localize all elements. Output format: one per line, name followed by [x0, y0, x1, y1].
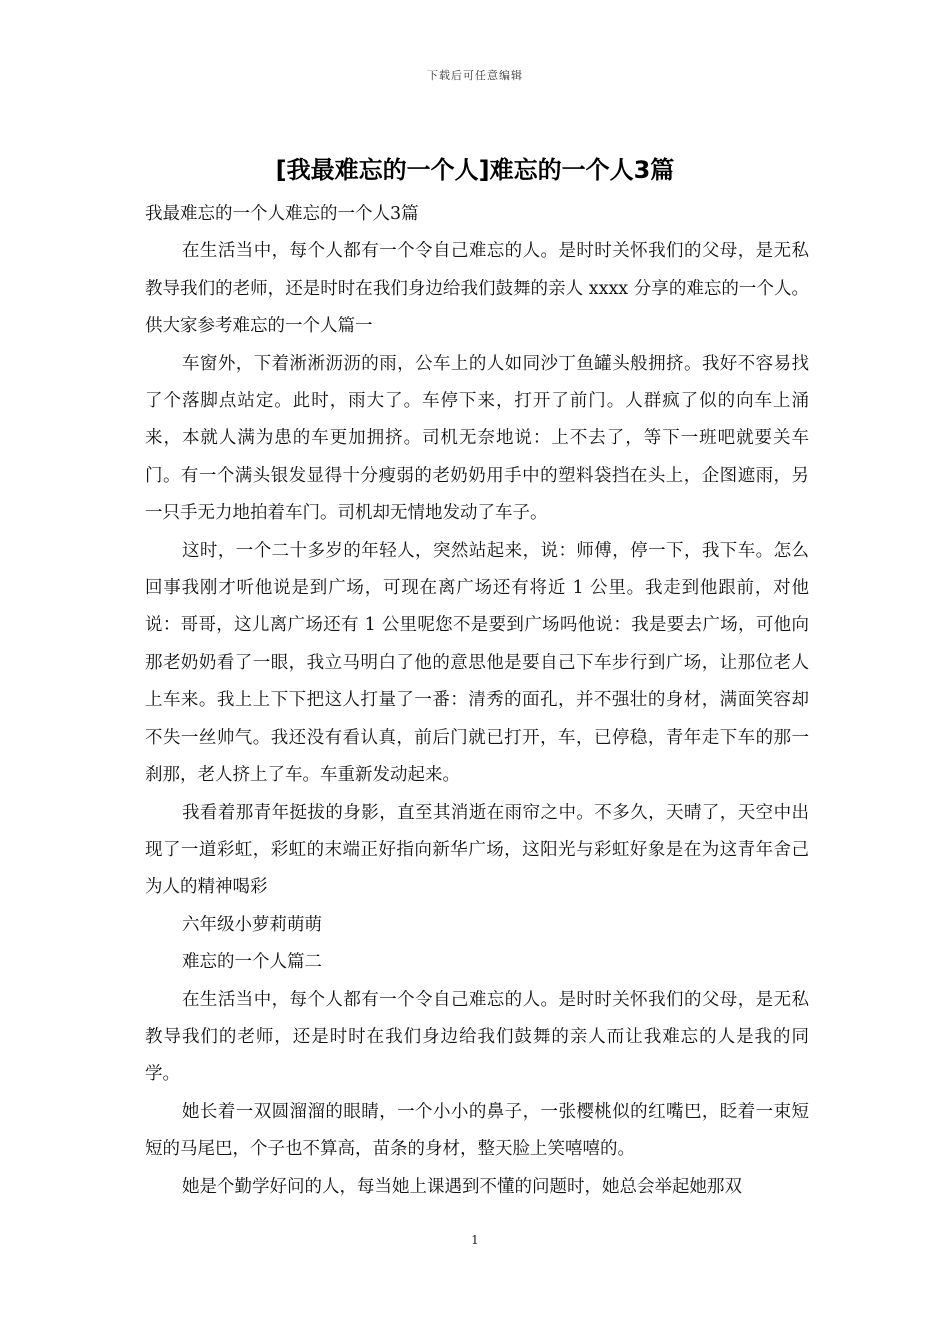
paragraph: 我看着那青年挺拔的身影，直至其消逝在雨帘之中。不多久，天晴了，天空中出现了一道彩虹，彩虹的末端正好指向新华广场，这阳光与彩虹好象是在为这青年舍己为人的精神喝彩: [145, 802, 809, 898]
section-heading: 难忘的一个人篇二: [182, 952, 322, 973]
paragraph: 在生活当中，每个人都有一个令自己难忘的人。是时时关怀我们的父母，是无私教导我们的老师，还是时时在我们身边给我们鼓舞的亲人而让我难忘的人是我的同学。: [145, 989, 809, 1085]
author-line: 六年级小萝莉萌萌: [182, 914, 322, 935]
paragraph: 她长着一双圆溜溜的眼睛，一个小小的鼻子，一张樱桃似的红嘴巴，眨着一束短短的马尾巴，个子也不算高，苗条的身材，整天脸上笑嘻嘻的。: [145, 1101, 809, 1160]
paragraph: 这时，一个二十多岁的年轻人，突然站起来，说：师傅，停一下，我下车。怎么回事我刚才听他说是到广场，可现在离广场还有将近 1 公里。我走到他跟前，对他说：哥哥，这儿离广场还有 1 公里呢您不是要到广场吗他说：我是要去广场，可他向那老奶奶看了一眼，我立马明白了他的意思他是要自己下车步行到广场，让那位老人上车来。我上上下下把这人打量了一番：清秀的面孔，并不强壮的身材，满面笑容却不失一丝帅气。我还没有看认真，前后门就已打开，车，已停稳，青年走下车的那一刹那，老人挤上了车。车重新发动起来。: [145, 540, 809, 786]
header-note: 下载后可任意编辑: [427, 69, 523, 82]
document-title: [我最难忘的一个人]难忘的一个人3篇: [275, 156, 675, 184]
document-body: [145, 196, 809, 1206]
paragraph: 车窗外，下着淅淅沥沥的雨，公车上的人如同沙丁鱼罐头般拥挤。我好不容易找了个落脚点站定。此时，雨大了。车停下来，打开了前门。人群疯了似的向车上涌来，本就人满为患的车更加拥挤。司机无奈地说：上不去了，等下一班吧就要关车门。有一个满头银发显得十分瘦弱的老奶奶用手中的塑料袋挡在头上，企图遮雨，另一只手无力地拍着车门。司机却无情地发动了车子。: [145, 353, 809, 524]
paragraph: 在生活当中，每个人都有一个令自己难忘的人。是时时关怀我们的父母，是无私教导我们的老师，还是时时在我们身边给我们鼓舞的亲人 xxxx 分享的难忘的一个人。供大家参考难忘的一个人篇一: [145, 241, 809, 337]
page-number: 1: [471, 1233, 479, 1247]
paragraph: 她是个勤学好问的人，每当她上课遇到不懂的问题时，她总会举起她那双: [182, 1176, 742, 1197]
subtitle-line: 我最难忘的一个人难忘的一个人3篇: [145, 204, 419, 224]
